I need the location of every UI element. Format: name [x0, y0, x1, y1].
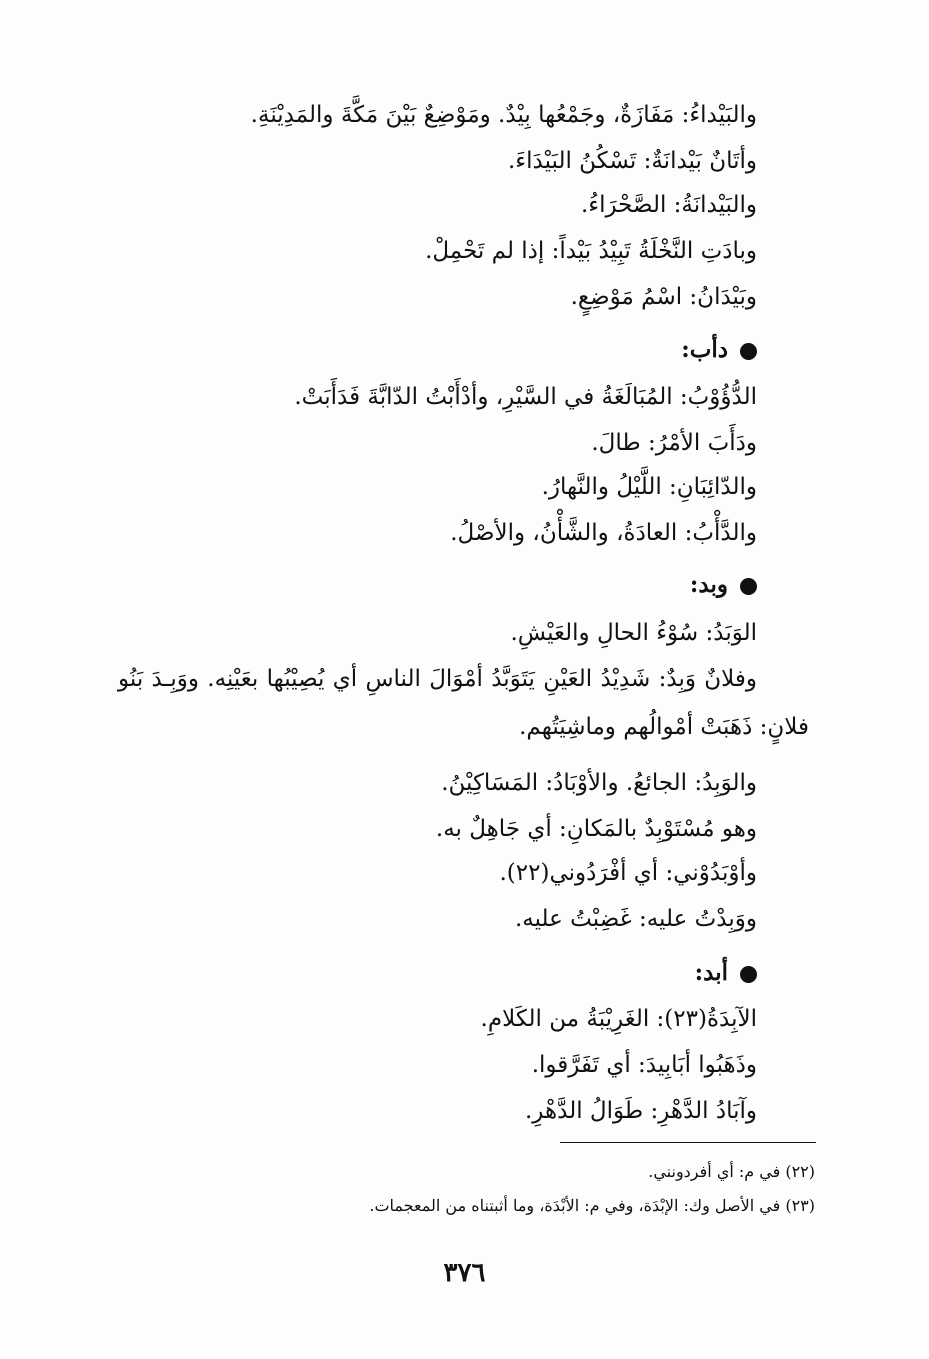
bullet-icon [740, 343, 757, 360]
text-line: وفلانٌ وَبِدٌ: شَدِيْدُ العَيْنِ يَتَوَبَّدُ أمْوَالَ الناسِ أي يُصِيْبُها بعَيْنِه. ووَبِـدَ بَنُو [118, 666, 757, 692]
text-line: وأوْبَدُوْني: أي أفْرَدُوني(٢٢). [499, 860, 757, 886]
text-line: والدّائِبَانِ: اللَّيْلُ والنَّهارُ. [541, 474, 757, 500]
text-line: والوَبِدُ: الجائعُ. والأوْبَادُ: المَسَاكِيْنُ. [441, 770, 757, 796]
footnote: (٢٢) في م: أي أفردونني. [648, 1162, 815, 1181]
text-line: الوَبَدُ: سُوْءُ الحالِ والعَيْشِ. [510, 620, 757, 646]
text-line: الدُّؤُوْبُ: المُبَالَغَةُ في السَّيْرِ، وأدْأَبْتُ الدّابَّةَ فَدَأَبَتْ. [294, 384, 757, 410]
text-line: والبَيْداءُ: مَفَازَةٌ، وجَمْعُها بِيْدٌ. ومَوْضِعٌ بَيْنَ مَكَّةَ والمَدِيْنَةِ. [250, 102, 757, 128]
heading-text: وبد: [689, 571, 728, 598]
entry-heading [690, 568, 757, 602]
text-line: وذَهَبُوا أبَابِيدَ: أي تَفَرَّقوا. [531, 1052, 757, 1078]
text-line: وآبَادُ الدَّهْرِ: طَوَالُ الدَّهْرِ. [524, 1098, 757, 1124]
text-line: ودَأَبَ الأمْرُ: طالَ. [591, 430, 757, 456]
entry-heading [695, 956, 757, 990]
text-line: وأتَانٌ بَيْدانَةٌ: تَسْكُنُ البَيْدَاءَ. [507, 148, 757, 174]
text-line: وبَيْدَانُ: اسْمُ مَوْضِعٍ. [570, 284, 757, 310]
heading-text: أبد: [694, 959, 728, 986]
page-number: ٣٧٦ [443, 1258, 486, 1288]
text-line: فلانٍ: ذَهَبَتْ أمْوالُهم وماشِيَتُهم. [519, 714, 809, 740]
text-line: والدَّأْبُ: العادَةُ، والشَّأْنُ، والأصْلُ. [450, 520, 757, 546]
entry-heading [681, 333, 757, 367]
text-line: وبادَتِ النَّخْلَةُ تَبِيْدُ بَيْداً: إذا لم تَحْمِلْ. [425, 238, 757, 264]
footnote-divider [560, 1142, 816, 1143]
text-line: والبَيْدانَةُ: الصَّحْرَاءُ. [580, 192, 757, 218]
heading-text: دأب: [681, 336, 728, 363]
text-line: وهو مُسْتَوْبِدٌ بالمَكانِ: أي جَاهِلٌ به. [435, 816, 757, 842]
bullet-icon [740, 578, 757, 595]
bullet-icon [740, 966, 757, 983]
footnote: (٢٣) في الأصل وك: الإبْدَة، وفي م: الأبْدَة، وما أثبتناه من المعجمات. [369, 1196, 815, 1215]
text-line: ووَبِدْتُ عليه: غَضِبْتُ عليه. [514, 906, 757, 932]
text-line: الآبِدَةُ(٢٣): الغَرِيْبَةُ من الكَلامِ. [480, 1006, 757, 1032]
